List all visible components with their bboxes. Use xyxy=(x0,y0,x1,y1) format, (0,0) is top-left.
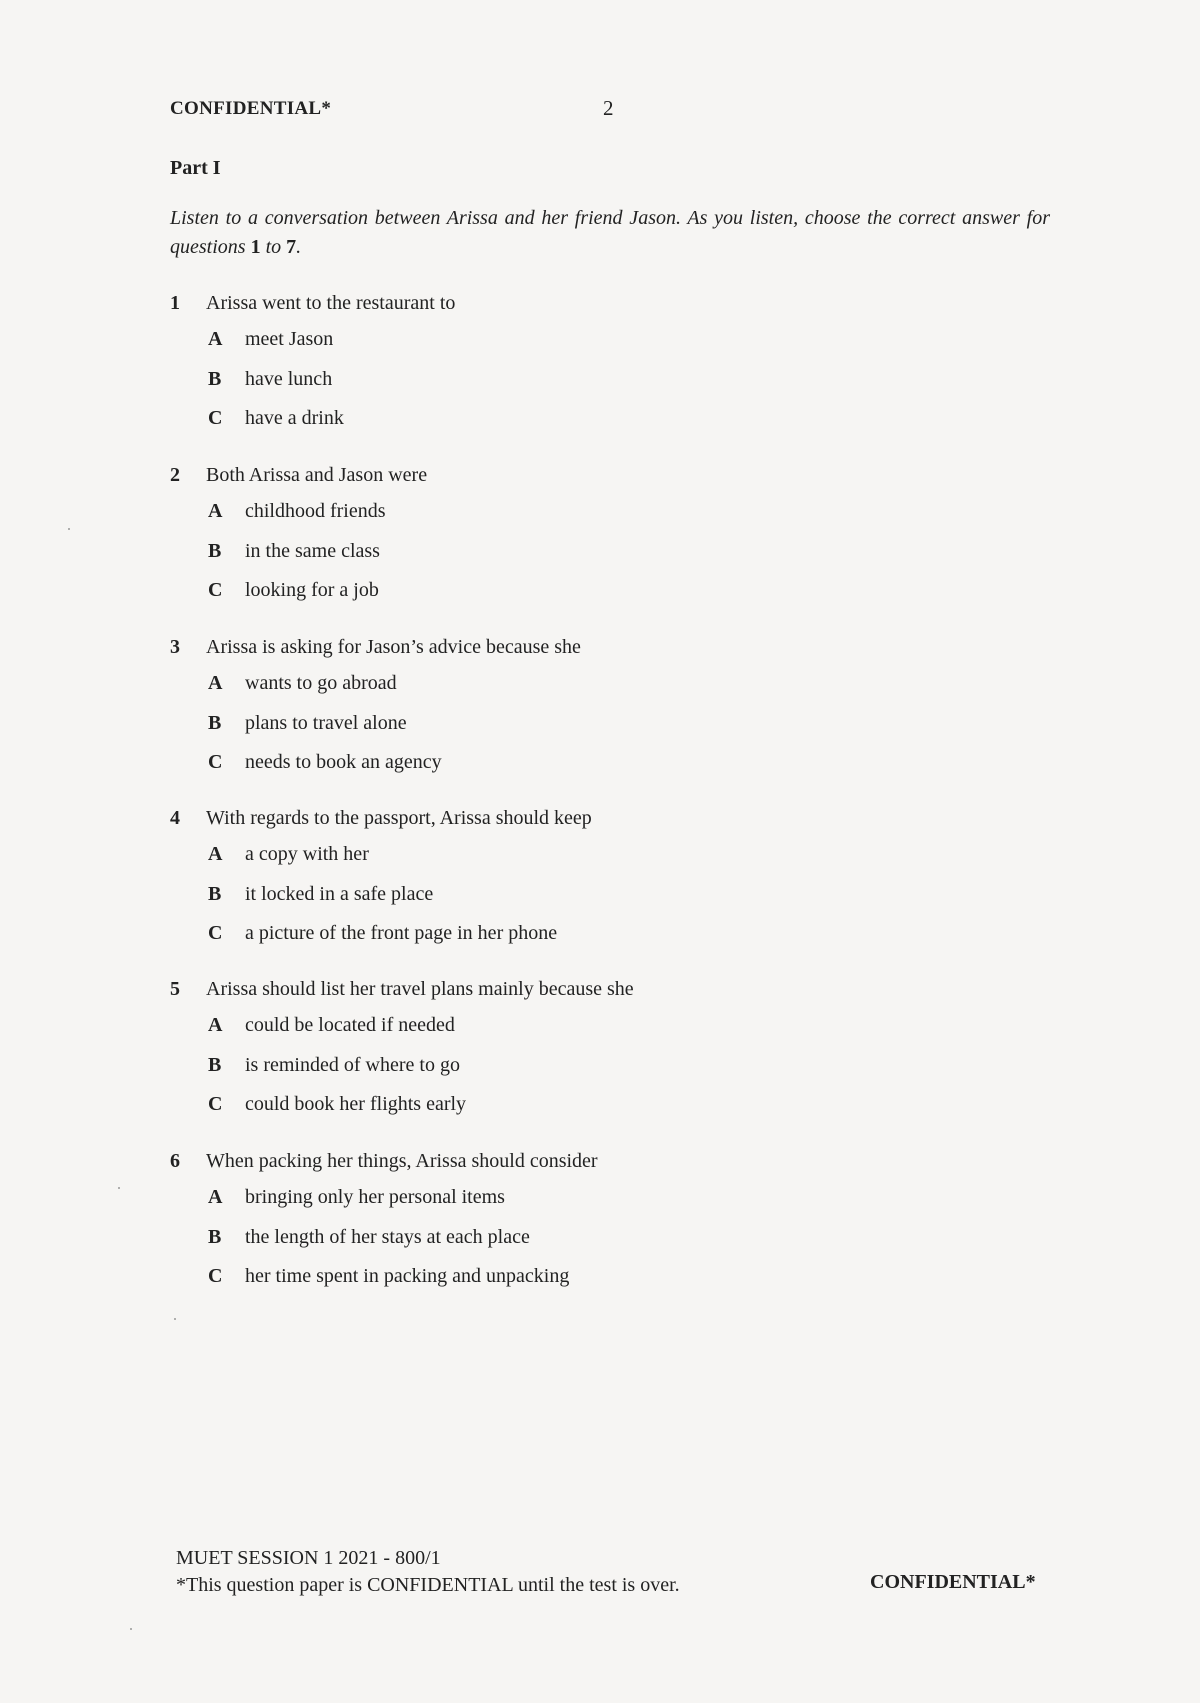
option-text: could book her flights early xyxy=(245,1093,467,1115)
scan-speck xyxy=(130,1628,132,1630)
option-letter: B xyxy=(208,1053,222,1076)
question-stem xyxy=(170,464,970,500)
instructions-range-end: 7 xyxy=(286,236,297,258)
option-letter: B xyxy=(208,1225,222,1248)
option-a xyxy=(170,843,970,883)
option-letter: A xyxy=(208,672,223,694)
question-6 xyxy=(170,1150,970,1305)
option-letter: B xyxy=(208,539,222,562)
question-2 xyxy=(170,464,970,619)
question-text: When packing her things, Arissa should consider xyxy=(206,1150,598,1172)
question-1 xyxy=(170,292,970,447)
option-text: have a drink xyxy=(245,407,344,429)
instructions xyxy=(170,204,1050,262)
question-text: Arissa went to the restaurant to xyxy=(206,292,456,314)
header-confidential-label: CONFIDENTIAL* xyxy=(170,98,332,119)
scan-speck xyxy=(174,1318,176,1320)
option-text: plans to travel alone xyxy=(245,711,407,734)
part-title: Part I xyxy=(170,157,221,179)
scan-speck xyxy=(68,528,70,530)
option-letter: C xyxy=(208,579,223,601)
question-text: Arissa is asking for Jason’s advice because she xyxy=(206,636,581,658)
question-4 xyxy=(170,807,970,962)
question-number: 3 xyxy=(170,636,180,658)
question-stem xyxy=(170,807,970,843)
option-letter: C xyxy=(208,1093,223,1115)
option-text: bringing only her personal items xyxy=(245,1186,505,1208)
option-letter: C xyxy=(208,922,223,944)
option-letter: C xyxy=(208,407,223,429)
option-letter: B xyxy=(208,711,222,734)
option-letter: A xyxy=(208,328,223,350)
option-letter: B xyxy=(208,882,222,905)
option-b xyxy=(170,712,970,752)
option-a xyxy=(170,1014,970,1054)
option-letter: C xyxy=(208,751,223,773)
instructions-period: . xyxy=(296,236,302,258)
question-text: Both Arissa and Jason were xyxy=(206,464,428,486)
option-c xyxy=(170,579,970,619)
question-number: 5 xyxy=(170,978,180,1000)
instructions-range-start: 1 xyxy=(250,236,261,258)
option-c xyxy=(170,751,970,791)
footer-note: *This question paper is CONFIDENTIAL until the test is over. xyxy=(176,1574,680,1596)
option-text: meet Jason xyxy=(245,328,334,350)
option-a xyxy=(170,1186,970,1226)
question-stem xyxy=(170,1150,970,1186)
question-3 xyxy=(170,636,970,791)
instructions-to: to xyxy=(260,236,287,258)
question-number: 6 xyxy=(170,1150,180,1172)
option-text: a copy with her xyxy=(245,843,369,865)
question-text: With regards to the passport, Arissa should keep xyxy=(206,807,592,829)
option-b xyxy=(170,1054,970,1094)
footer-confidential-label: CONFIDENTIAL* xyxy=(870,1571,1036,1593)
option-letter: A xyxy=(208,843,223,865)
option-letter: C xyxy=(208,1265,223,1287)
option-text: wants to go abroad xyxy=(245,672,397,694)
option-c xyxy=(170,1265,970,1305)
option-b xyxy=(170,540,970,580)
option-text: needs to book an agency xyxy=(245,751,442,773)
instructions-text: Listen to a conversation between Arissa and her friend Jason. As you listen, choose the correct answer for questions xyxy=(170,207,1050,258)
option-letter: B xyxy=(208,367,222,390)
option-text: have lunch xyxy=(245,367,333,390)
scan-speck xyxy=(118,1187,120,1189)
option-a xyxy=(170,328,970,368)
option-text: could be located if needed xyxy=(245,1014,455,1036)
option-a xyxy=(170,672,970,712)
option-text: the length of her stays at each place xyxy=(245,1225,530,1248)
option-c xyxy=(170,1093,970,1133)
question-stem xyxy=(170,636,970,672)
option-text: looking for a job xyxy=(245,579,379,601)
question-number: 1 xyxy=(170,292,180,314)
option-b xyxy=(170,883,970,923)
option-letter: A xyxy=(208,1014,223,1036)
option-letter: A xyxy=(208,1186,223,1208)
option-text: is reminded of where to go xyxy=(245,1053,460,1076)
option-a xyxy=(170,500,970,540)
option-c xyxy=(170,922,970,962)
footer-session: MUET SESSION 1 2021 - 800/1 xyxy=(176,1547,441,1569)
question-number: 2 xyxy=(170,464,180,486)
option-letter: A xyxy=(208,500,223,522)
option-text: a picture of the front page in her phone xyxy=(245,922,558,944)
page-number: 2 xyxy=(603,96,614,120)
option-text: it locked in a safe place xyxy=(245,882,434,905)
option-text: her time spent in packing and unpacking xyxy=(245,1265,570,1287)
option-text: in the same class xyxy=(245,539,380,562)
option-text: childhood friends xyxy=(245,500,386,522)
question-stem xyxy=(170,292,970,328)
question-stem xyxy=(170,978,970,1014)
question-text: Arissa should list her travel plans mainly because she xyxy=(206,978,634,1000)
option-b xyxy=(170,368,970,408)
question-number: 4 xyxy=(170,807,180,829)
option-b xyxy=(170,1226,970,1266)
question-5 xyxy=(170,978,970,1133)
option-c xyxy=(170,407,970,447)
